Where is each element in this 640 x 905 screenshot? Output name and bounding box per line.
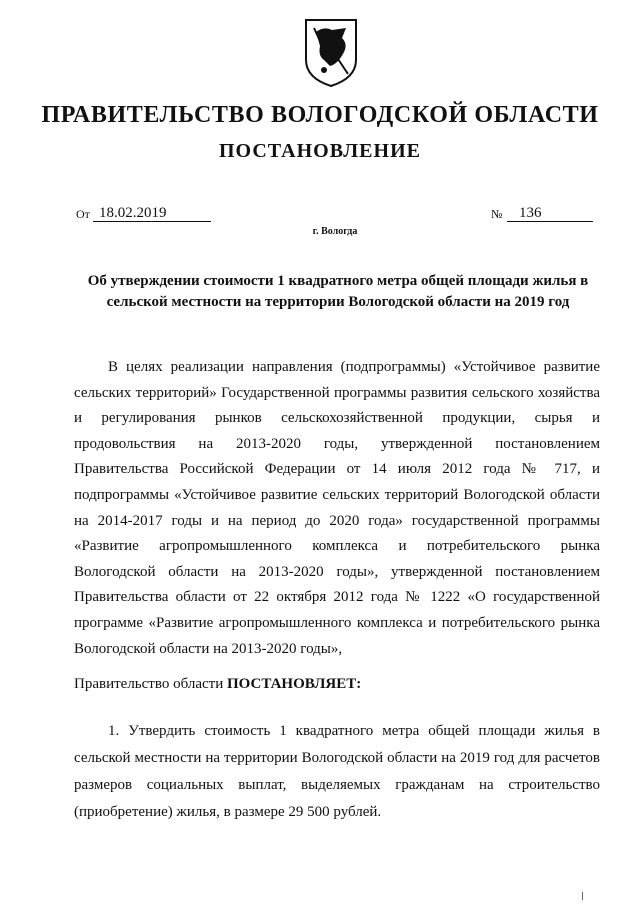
date-label: От xyxy=(76,207,90,221)
government-title: ПРАВИТЕЛЬСТВО ВОЛОГОДСКОЙ ОБЛАСТИ xyxy=(41,102,599,128)
document-date: 18.02.2019 xyxy=(93,205,211,222)
document-type: ПОСТАНОВЛЕНИЕ xyxy=(219,140,421,162)
decree-prefix: Правительство области xyxy=(74,676,224,692)
decree-point-1: 1. Утвердить стоимость 1 квадратного метра общей площади жилья в сельской местности на территории Вологодской области на 2019 год для расчетов размеров социальных выплат, выделяемых гражданам на строительство (приобретение) жилья, в размере 29 500 рублей. xyxy=(74,723,600,820)
document-number: 136 xyxy=(507,205,593,222)
document-heading: Об утверждении стоимости 1 квадратного метра общей площади жилья в сельской местности на территории Вологодской области на 2019 год xyxy=(87,273,589,310)
preamble-paragraph: В целях реализации направления (подпрограммы) «Устойчивое развитие сельских территорий» Государственной программы развития сельского хозяйства и регулирования рынков сельскохозяйственной продукции, сырья и продовольствия на 2013-2020 годы, утвержденной постановлением Правительства Российской Федерации от 14 июля 2012 года № 717, и подпрограммы «Устойчивое развитие сельских территорий Вологодской области на 2014-2017 годы и на период до 2020 года» государственной программы «Развитие агропромышленного комплекса и потребительского рынка Вологодской области на 2013-2020 годы», утвержденной постановлением Правительства области от 22 октября 2012 года № 1222 «О государственной программе «Развитие агропромышленного комплекса и потребительского рынка Вологодской области на 2013-2020 годы», xyxy=(74,359,600,657)
coat-of-arms-icon xyxy=(302,16,360,88)
city: г. Вологда xyxy=(312,226,358,237)
decree-line xyxy=(74,676,600,693)
number-label: № xyxy=(491,207,503,221)
page-mark xyxy=(582,892,583,900)
decree-keyword: ПОСТАНОВЛЯЕТ: xyxy=(226,676,362,692)
